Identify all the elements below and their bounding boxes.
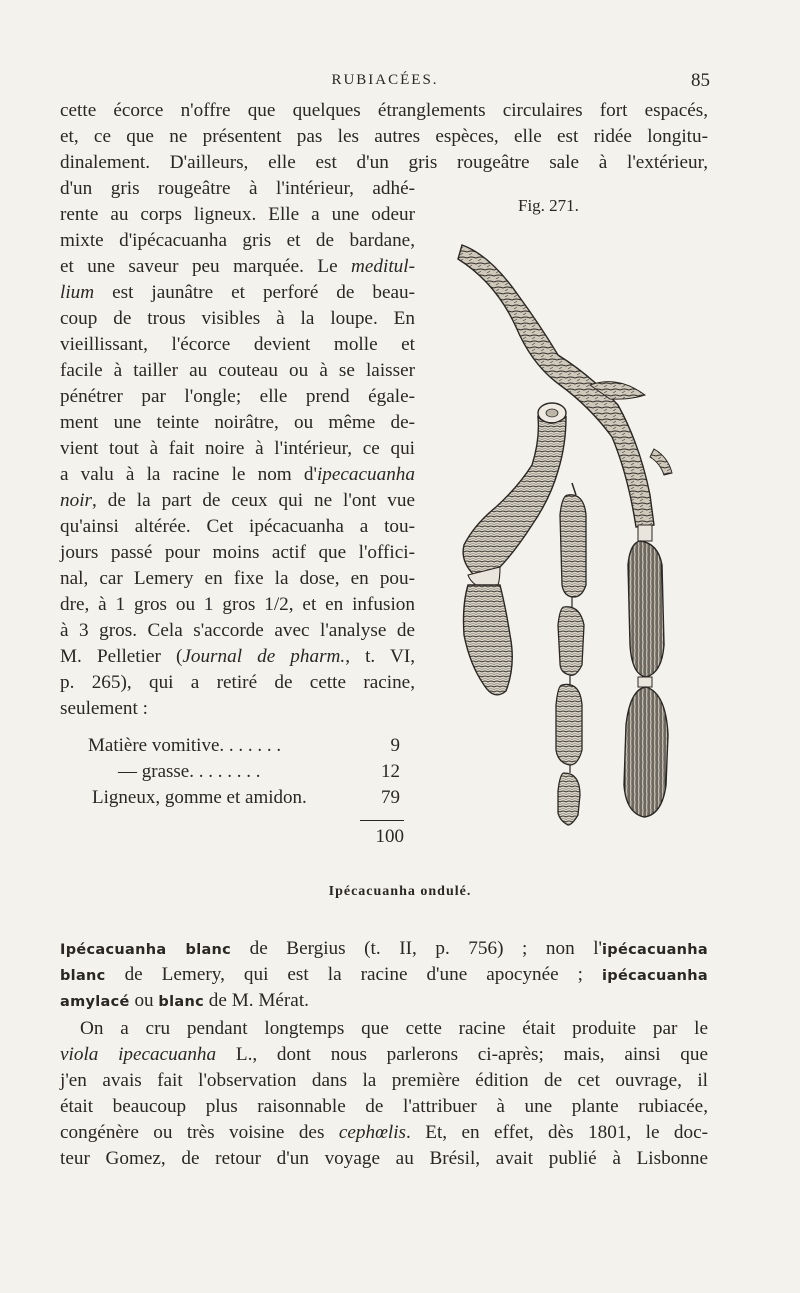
- page-header: [60, 70, 710, 96]
- text-line: à 3 gros. Cela s'accorde avec l'analyse de: [60, 620, 415, 641]
- text-span: , de la part de ceux qui ne l'ont vue: [92, 490, 415, 511]
- text-span: L., dont nous parlerons ci-après; mais, ainsi que: [216, 1044, 708, 1065]
- ipecacuanha-root-illustration: [440, 225, 720, 845]
- text-span: de Bergius (t. II, p. 756) ; non l': [231, 938, 602, 959]
- text-line: qu'ainsi altérée. Cet ipécacuanha a tou-: [60, 516, 415, 537]
- text-line: coup de trous visibles à la loupe. En: [60, 308, 415, 329]
- italic-term: ipecacuanha: [316, 464, 415, 485]
- italic-term: noir: [60, 490, 92, 511]
- text-line: facile à tailler au couteau ou à se laisser: [60, 360, 415, 381]
- bold-term: Ipécacuanha blanc: [60, 942, 232, 958]
- text-line: [60, 644, 415, 670]
- total-rule: [360, 820, 404, 821]
- text-line: était beaucoup plus raisonnable de l'attribuer à une plante rubiacée,: [60, 1096, 708, 1117]
- italic-term: cephœlis: [338, 1122, 406, 1143]
- analysis-total: 100: [375, 826, 404, 847]
- text-span: de Lemery, qui est la racine d'une apocynée ;: [105, 964, 602, 985]
- bold-term: blanc: [158, 994, 204, 1010]
- italic-term: lium: [60, 282, 95, 303]
- text-span: est jaunâtre et perforé de beau-: [94, 282, 415, 303]
- text-line: ment une teinte noirâtre, ou même de-: [60, 412, 415, 433]
- text-line: jours passé pour moins actif que l'offici-: [60, 542, 415, 563]
- bold-term: blanc: [60, 968, 106, 984]
- text-line: dinalement. D'ailleurs, elle est d'un gris rougeâtre sale à l'extérieur,: [60, 152, 708, 173]
- analysis-label: Matière vomitive. . . . . . .: [88, 735, 282, 756]
- analysis-label: Ligneux, gomme et amidon.: [92, 787, 307, 808]
- text-span: congénère ou très voisine des: [60, 1122, 339, 1143]
- text-line: [60, 254, 415, 280]
- italic-term: Journal de pharm.: [182, 646, 346, 667]
- figure-label: Fig. 271.: [518, 196, 579, 215]
- text-line: cette écorce n'offre que quelques étranglements circulaires fort espacés,: [60, 100, 708, 121]
- root-bead-chain: [560, 495, 586, 597]
- root-twisted-segment: [463, 417, 566, 575]
- section-title: Ipécacuanha ondulé.: [328, 884, 472, 899]
- text-line: vieillissant, l'écorce devient molle et: [60, 334, 415, 355]
- text-line: vient tout à fait noire à l'intérieur, ce qui: [60, 438, 415, 459]
- analysis-label: — grasse. . . . . . . .: [118, 761, 261, 782]
- root-segment: [624, 687, 668, 817]
- italic-term: meditul-: [351, 256, 415, 277]
- text-line: d'un gris rougeâtre à l'intérieur, adhé-: [60, 178, 415, 199]
- text-line: On a cru pendant longtemps que cette racine était produite par le: [80, 1018, 708, 1039]
- text-line: [60, 962, 708, 989]
- root-twisted-segment: [464, 585, 513, 695]
- text-span: ou: [129, 990, 159, 1011]
- bold-term: ipécacuanha: [602, 942, 708, 958]
- text-span: de M. Mérat.: [203, 990, 309, 1011]
- text-line: nal, car Lemery en fixe la dose, en pou-: [60, 568, 415, 589]
- text-line: seulement :: [60, 698, 148, 719]
- text-line: [60, 280, 415, 306]
- text-line: mixte d'ipécacuanha gris et de bardane,: [60, 230, 415, 251]
- text-line: p. 265), qui a retiré de cette racine,: [60, 672, 415, 693]
- page-number: 85: [691, 70, 710, 91]
- text-span: a valu à la racine le nom d': [60, 464, 317, 485]
- text-line: teur Gomez, de retour d'un voyage au Brésil, avait publié à Lisbonne: [60, 1148, 708, 1169]
- text-line: pénétrer par l'ongle; elle prend égale-: [60, 386, 415, 407]
- text-line: dre, à 1 gros ou 1 gros 1/2, et en infusion: [60, 594, 415, 615]
- text-line: [60, 462, 415, 488]
- running-head: RUBIACÉES.: [331, 72, 439, 88]
- text-line: j'en avais fait l'observation dans la première édition de cet ouvrage, il: [60, 1070, 708, 1091]
- italic-term: viola ipecacuanha: [60, 1044, 217, 1065]
- root-segment: [628, 541, 664, 677]
- text-line: [60, 1042, 708, 1068]
- text-span: et une saveur peu marquée. Le: [60, 256, 338, 277]
- text-span: . Et, en effet, dès 1801, le doc-: [406, 1122, 708, 1143]
- text-line: et, ce que ne présentent pas les autres espèces, elle est ridée longitu-: [60, 126, 708, 147]
- analysis-value: 9: [390, 735, 400, 756]
- analysis-value: 79: [381, 787, 400, 808]
- text-line: [60, 936, 708, 963]
- text-line: [60, 1120, 708, 1146]
- analysis-value: 12: [381, 761, 400, 782]
- text-span: M. Pelletier (: [60, 646, 183, 667]
- bold-term: ipécacuanha: [602, 968, 708, 984]
- text-line: [60, 988, 708, 1015]
- text-line: [60, 488, 415, 514]
- text-span: , t. VI,: [345, 646, 416, 667]
- bold-term: amylacé: [60, 994, 130, 1010]
- text-line: rente au corps ligneux. Elle a une odeur: [60, 204, 415, 225]
